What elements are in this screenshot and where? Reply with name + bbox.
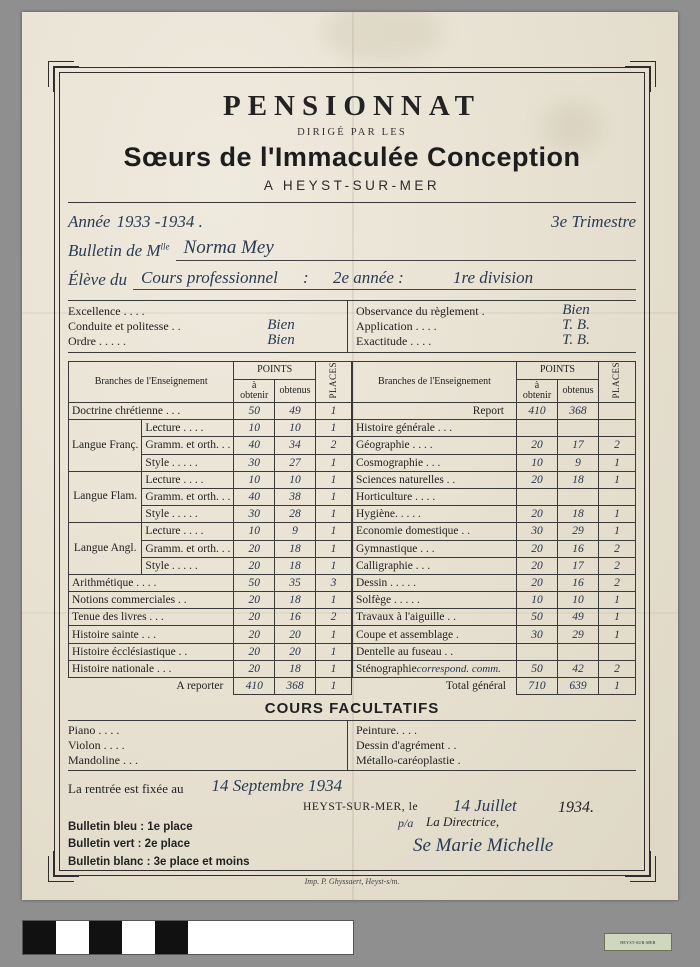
place: 1 — [599, 454, 636, 471]
points-to-obtain: 30 — [517, 626, 558, 643]
optional-row — [356, 753, 636, 768]
points-to-obtain — [517, 643, 558, 660]
place: 1 — [599, 592, 636, 609]
return-date-row — [68, 778, 636, 797]
header-divider — [68, 202, 636, 203]
points-obtained: 17 — [558, 437, 599, 454]
th-branches: Branches de l'Enseignement — [353, 362, 517, 403]
th-to-obtain: à obtenir — [517, 379, 558, 402]
table-row — [353, 609, 636, 626]
row-year — [68, 212, 636, 232]
appr-row — [356, 334, 636, 349]
trimester: 3e Trimestre — [551, 212, 636, 231]
return-date: 14 Septembre 1934 — [211, 776, 343, 796]
points-obtained: 29 — [558, 626, 599, 643]
place: 2 — [599, 540, 636, 557]
scan-label: HEYST-SUR-MER — [604, 933, 672, 951]
total-label: Total général — [353, 678, 517, 695]
subject-label: Solfège . . . . . — [353, 592, 517, 609]
optional-row — [68, 753, 343, 768]
points-to-obtain: 20 — [517, 540, 558, 557]
place: 2 — [599, 557, 636, 574]
course-field[interactable] — [133, 270, 636, 290]
table-row — [69, 660, 352, 677]
place: 1 — [315, 420, 351, 437]
table-row — [353, 454, 636, 471]
subject-label-steno — [353, 660, 517, 677]
place-label: HEYST-SUR-MER, le — [303, 801, 419, 814]
points-obtained — [558, 643, 599, 660]
subject-label: Gramm. et orth. . . — [142, 540, 234, 557]
appr-label: Observance du règlement . — [356, 304, 485, 318]
subtitle-dirige: DIRIGÉ PAR LES — [297, 127, 407, 138]
points-obtained: 16 — [558, 574, 599, 591]
points-obtained: 10 — [558, 592, 599, 609]
subject-label: Lecture . . . . — [142, 471, 234, 488]
th-branches: Branches de l'Enseignement — [69, 362, 234, 403]
points-obtained: 42 — [558, 660, 599, 677]
points-obtained: 49 — [558, 609, 599, 626]
th-places: PLACES — [599, 362, 636, 403]
place: 2 — [599, 574, 636, 591]
row-pupil — [68, 237, 636, 261]
table-row — [69, 574, 352, 591]
pour-label: p/a — [398, 816, 414, 831]
table-row — [353, 557, 636, 574]
stain-top — [322, 2, 442, 62]
subject-label: Calligraphie . . . — [353, 557, 517, 574]
table-row — [353, 437, 636, 454]
appr-label: Conduite et politesse . . — [68, 319, 181, 333]
th-obtained: obtenus — [275, 379, 316, 402]
points-to-obtain: 20 — [517, 437, 558, 454]
subject-label: Sciences naturelles . . — [353, 471, 517, 488]
subject-label: Histoire générale . . . — [353, 420, 517, 437]
points-to-obtain: 20 — [234, 609, 275, 626]
document-content — [68, 78, 636, 887]
subject-label: Notions commerciales . . — [69, 592, 234, 609]
points-obtained: 18 — [558, 506, 599, 523]
appr-value: Bien — [267, 317, 295, 333]
optional-label: Violon . . . . — [68, 738, 125, 753]
place: 1 — [315, 403, 351, 420]
place: 3 — [315, 574, 351, 591]
group-langue-angl: Langue Angl. — [69, 523, 142, 575]
bulletin-label: Bulletin de $M^{lle}$ — [68, 241, 170, 260]
points-to-obtain — [517, 420, 558, 437]
marks-table-left — [68, 361, 352, 695]
points-to-obtain: 30 — [517, 523, 558, 540]
points-obtained: 9 — [275, 523, 316, 540]
table-row — [353, 574, 636, 591]
table-row — [353, 506, 636, 523]
bulletin-legend — [68, 819, 250, 871]
appr-row — [68, 334, 341, 349]
place — [599, 488, 636, 505]
optional-row — [68, 738, 343, 753]
sign-date: 14 Juillet — [453, 796, 517, 816]
subject-label: Coupe et assemblage . — [353, 626, 517, 643]
return-date-field[interactable] — [189, 778, 636, 797]
points-obtained: 27 — [275, 454, 316, 471]
subject-label: Doctrine chrétienne . . . — [69, 403, 234, 420]
place: 1 — [315, 454, 351, 471]
marks-tables — [68, 361, 636, 695]
appreciation-right — [348, 301, 636, 352]
points-to-obtain: 410 — [517, 403, 558, 420]
place: 1 — [599, 523, 636, 540]
points-obtained: 18 — [275, 540, 316, 557]
points-to-obtain: 50 — [234, 574, 275, 591]
subject-label: Tenue des livres . . . — [69, 609, 234, 626]
points-obtained: 10 — [275, 471, 316, 488]
pupil-name-field[interactable] — [176, 237, 636, 261]
place: 1 — [599, 506, 636, 523]
subject-label: Histoire sainte . . . — [69, 626, 234, 643]
points-obtained: 9 — [558, 454, 599, 471]
points-to-obtain: 40 — [234, 437, 275, 454]
points-to-obtain: 10 — [517, 454, 558, 471]
group-langue-flam: Langue Flam. — [69, 471, 142, 523]
appr-label: Excellence . . . . — [68, 304, 145, 318]
subject-label: Histoire nationale . . . — [69, 660, 234, 677]
place: 1 — [599, 609, 636, 626]
points-obtained: 18 — [275, 660, 316, 677]
points-obtained: 38 — [275, 488, 316, 505]
points-to-obtain: 20 — [517, 557, 558, 574]
scan-scale-bar — [22, 920, 354, 955]
table-row — [353, 523, 636, 540]
pupil-label: Élève du — [68, 270, 127, 289]
th-places: PLACES — [315, 362, 351, 403]
total-obtained: 368 — [275, 678, 316, 695]
points-obtained: 18 — [275, 557, 316, 574]
subject-label: Lecture . . . . — [142, 523, 234, 540]
place: 2 — [315, 609, 351, 626]
optional-row — [68, 723, 343, 738]
points-obtained — [558, 420, 599, 437]
subject-label: Gramm. et orth. . . — [142, 437, 234, 454]
total-label: A reporter — [69, 678, 234, 695]
report-label: Report — [353, 403, 517, 420]
legend-item: Bulletin blanc : 3e place et moins — [68, 855, 250, 868]
points-obtained: 16 — [275, 609, 316, 626]
points-obtained: 28 — [275, 506, 316, 523]
optional-label: Dessin d'agrément . . — [356, 738, 457, 753]
place: 1 — [315, 592, 351, 609]
points-to-obtain: 50 — [517, 660, 558, 677]
optional-left — [68, 721, 348, 770]
points-to-obtain: 20 — [234, 643, 275, 660]
row-course — [68, 270, 636, 290]
optional-courses-block — [68, 720, 636, 771]
place: 2 — [599, 660, 636, 677]
place: 2 — [599, 437, 636, 454]
th-points: POINTS — [517, 362, 599, 380]
table-row — [69, 643, 352, 660]
subject-label: Economie domestique . . — [353, 523, 517, 540]
total-place: 1 — [599, 678, 636, 695]
place: 1 — [315, 471, 351, 488]
points-obtained — [558, 488, 599, 505]
subject-label: Gramm. et orth. . . — [142, 488, 234, 505]
table-row — [353, 592, 636, 609]
subject-label: Travaux à l'aiguille . . — [353, 609, 517, 626]
subject-label: Lecture . . . . — [142, 420, 234, 437]
points-obtained: 18 — [275, 592, 316, 609]
place: 1 — [315, 488, 351, 505]
points-to-obtain: 20 — [517, 506, 558, 523]
subject-label: Cosmographie . . . — [353, 454, 517, 471]
table-row — [353, 471, 636, 488]
points-to-obtain: 10 — [234, 471, 275, 488]
optional-row — [356, 723, 636, 738]
points-obtained: 17 — [558, 557, 599, 574]
directrice-label: La Directrice, — [426, 814, 500, 830]
legend-item: Bulletin vert : 2e place — [68, 838, 191, 851]
points-to-obtain: 30 — [234, 506, 275, 523]
institution-location: A HEYST-SUR-MER — [263, 178, 441, 193]
points-obtained: 34 — [275, 437, 316, 454]
course-sep: : — [303, 268, 309, 287]
points-obtained: 29 — [558, 523, 599, 540]
total-place: 1 — [315, 678, 351, 695]
optional-courses-title: COURS FACULTATIFS — [264, 700, 440, 718]
appr-value: T. B. — [562, 332, 590, 348]
points-obtained: 49 — [275, 403, 316, 420]
pupil-name: Norma Mey — [183, 237, 274, 258]
place: 1 — [315, 557, 351, 574]
subject-label: Sténographie — [356, 662, 417, 675]
return-label: La rentrée est fixée au — [68, 781, 184, 797]
table-row — [353, 643, 636, 660]
points-to-obtain — [517, 488, 558, 505]
sign-year: 1934. — [558, 799, 594, 817]
table-row — [353, 488, 636, 505]
group-langue-franc: Langue Franç. — [69, 420, 142, 472]
table-total-row — [353, 678, 636, 695]
spacer-1 — [203, 213, 541, 232]
place: 1 — [599, 471, 636, 488]
page-title: PENSIONNAT — [223, 90, 481, 122]
signature: Se Marie Michelle — [413, 835, 554, 857]
appr-label: Ordre . . . . . — [68, 334, 126, 348]
table-row — [69, 471, 352, 488]
points-obtained: 18 — [558, 471, 599, 488]
place: 1 — [315, 523, 351, 540]
table-total-row — [69, 678, 352, 695]
subject-label: Histoire écclésiastique . . — [69, 643, 234, 660]
points-to-obtain: 10 — [234, 523, 275, 540]
optional-label: Piano . . . . — [68, 723, 120, 738]
th-points: POINTS — [234, 362, 316, 380]
table-row — [69, 626, 352, 643]
optional-label: Métallo-caréoplastie . — [356, 753, 461, 768]
table-row — [353, 420, 636, 437]
place: 1 — [315, 626, 351, 643]
place: 1 — [315, 506, 351, 523]
printer-credit: Imp. P. Ghyssaert, Heyst-s/m. — [304, 877, 400, 887]
table-row — [69, 420, 352, 437]
place — [599, 403, 636, 420]
optional-row — [356, 738, 636, 753]
appr-label: Application . . . . — [356, 319, 437, 333]
optional-right — [348, 721, 636, 770]
year-value: 1933 -1934 . — [116, 212, 203, 231]
subject-label: Style . . . . . — [142, 506, 234, 523]
table-header-row — [353, 362, 636, 380]
optional-label: Mandoline . . . — [68, 753, 138, 768]
subject-hand-note: correspond. comm. — [416, 662, 501, 675]
total-to-obtain: 410 — [234, 678, 275, 695]
appreciation-left — [68, 301, 348, 352]
points-obtained: 20 — [275, 626, 316, 643]
subject-label: Gymnastique . . . — [353, 540, 517, 557]
subject-label: Style . . . . . — [142, 454, 234, 471]
subject-label: Géographie . . . . — [353, 437, 517, 454]
marks-table-right — [352, 361, 636, 695]
table-row — [353, 403, 636, 420]
points-obtained: 35 — [275, 574, 316, 591]
subject-label: Arithmétique . . . . — [69, 574, 234, 591]
th-obtained: obtenus — [558, 379, 599, 402]
institution-name: Sœurs de l'Immaculée Conception — [123, 142, 581, 172]
points-to-obtain: 50 — [517, 609, 558, 626]
subject-label: Dentelle au fuseau . . — [353, 643, 517, 660]
points-to-obtain: 20 — [517, 574, 558, 591]
subject-label: Style . . . . . — [142, 557, 234, 574]
points-to-obtain: 20 — [234, 626, 275, 643]
course-value: Cours professionnel — [141, 268, 278, 287]
year-label: Année — [68, 212, 111, 231]
total-to-obtain: 710 — [517, 678, 558, 695]
place — [599, 643, 636, 660]
total-obtained: 639 — [558, 678, 599, 695]
points-to-obtain: 20 — [234, 660, 275, 677]
table-row — [69, 523, 352, 540]
table-row — [69, 592, 352, 609]
points-obtained: 20 — [275, 643, 316, 660]
place — [599, 420, 636, 437]
place: 1 — [315, 643, 351, 660]
points-obtained: 16 — [558, 540, 599, 557]
signature-block — [68, 797, 636, 871]
place: 2 — [315, 437, 351, 454]
points-obtained: 368 — [558, 403, 599, 420]
place: 1 — [315, 660, 351, 677]
points-obtained: 10 — [275, 420, 316, 437]
year-of-study: 2e année : — [333, 268, 404, 287]
appr-label: Exactitude . . . . — [356, 334, 432, 348]
points-to-obtain: 30 — [234, 454, 275, 471]
points-to-obtain: 20 — [234, 557, 275, 574]
table-row — [69, 609, 352, 626]
table-row — [353, 660, 636, 677]
points-to-obtain: 50 — [234, 403, 275, 420]
points-to-obtain: 10 — [517, 592, 558, 609]
table-header-row — [69, 362, 352, 380]
appr-value: Bien — [562, 302, 590, 318]
points-to-obtain: 20 — [517, 471, 558, 488]
document-paper — [22, 12, 678, 900]
table-row — [353, 540, 636, 557]
subject-label: Hygiène. . . . . — [353, 506, 517, 523]
legend-item: Bulletin bleu : 1e place — [68, 821, 193, 834]
points-to-obtain: 20 — [234, 540, 275, 557]
division: 1re division — [453, 268, 534, 287]
th-to-obtain: à obtenir — [234, 379, 275, 402]
points-to-obtain: 20 — [234, 592, 275, 609]
table-row — [69, 403, 352, 420]
optional-label: Peinture. . . . — [356, 723, 417, 738]
subject-label: Dessin . . . . . — [353, 574, 517, 591]
appreciation-block — [68, 300, 636, 353]
place: 1 — [599, 626, 636, 643]
appr-value: T. B. — [562, 317, 590, 333]
table-row — [353, 626, 636, 643]
place: 1 — [315, 540, 351, 557]
points-to-obtain: 10 — [234, 420, 275, 437]
subject-label: Horticulture . . . . — [353, 488, 517, 505]
appr-value: Bien — [267, 332, 295, 348]
points-to-obtain: 40 — [234, 488, 275, 505]
